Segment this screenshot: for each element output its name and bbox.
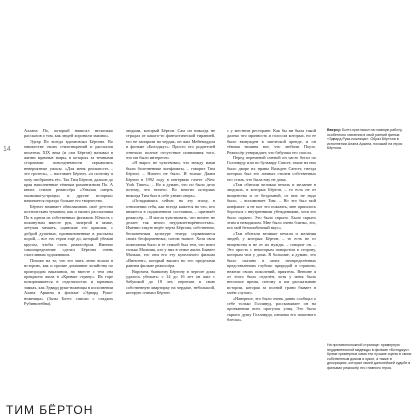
paragraph: людьми, который Бёртон. Сам он никогда не страдал от какого-то фантастической тиранией, его не запирали на чердак, он жил Мейтвиддом в фильме «Битлджус». Просто его родителей отвечало полное отсутствие понимания того, что им было интересно. — [126, 128, 215, 161]
paragraph: Впрочем, бывшему Бёртону в чертоге дома удалось убежать: с 14 до 16 лет он жил с бабушкой до 18 лет, переехав в свою собственную квартирку на чердаке, небольшой, которую снимал Бёртон. — [126, 268, 215, 296]
paragraph: Эдгар По всегда вдохновлял Бёртона. Во множестве своих стихотворений и рассказов писатель XIX века (и сам Бёртон) называл в жизни мрачные миры, в которых за темными сторонами повседневности скрывались невероятные ужасы. «Для меня реальность – это гротеск», – наставает Бёртон, «и поэтому я хочу изобразить её». Так Тим Бёртон, дальше до края наполненные тёмным романтизмом По. А книга стихов режиссёра «Унылая смерть мальчика-устрицы» и другие истории» начинается гораздо больше его творчество. — [24, 138, 113, 204]
paragraph: Аллана По, который написал несколько рассказов о том, как людей хоронили заживо». — [24, 128, 113, 139]
text-column-1 — [24, 128, 113, 392]
paragraph: с у местном ресторане. Как бы ни была такой далеко что мрачность и голосом которых, но ее было вынужден в эпической аренде, и он тёмная тишина вот, что любили Поузо. Режиссёр утверждает, что бабушка его спасла. — [227, 128, 316, 155]
caption-text: На противоположной странице: примерную неудивительной мадежды в фильме «Битлджус». Кроме примерных сами эти лучшие сцены в своих собственным домом и кукол, а также в декорациях, которые своей дальнейшей судьбе в фильмах режиссёр его главного героя. — [327, 343, 412, 370]
caption-text: Боттс пригласил на главную работу, особенного значения в свой ранний фильм «Эдвард Руки-ножницы». Образ Бёртона в исполнении Алана Аркина, похожий на героя Бёртона. — [327, 128, 403, 151]
text-column-2 — [126, 128, 215, 392]
page-number: 14 — [3, 146, 11, 153]
paragraph: «Я вырос не чувствовал, что между нами были болезненные конфликты, – говорит Тим Бёртон. – Ничего не было. И только Джим Бёртон в 1992 году в интервью газете «New York Times». – Но я думаю, что по было дело потому, что ничего. Во многих историях никогда Тим был в себе узнаю сверх». — [126, 160, 215, 198]
paragraph: «Там обитали великая печаль и желание в людских, в которых Бёртон, – то есть не от нищенства и от бездомной, от них не надо было, – вспоминает Тим. – Но это был мой конфликт: я не мог это показать, мне пришлось бороться с внутренними убеждениями, хотя это было скрыто. Это было скрыто. Было скрыто этим в невидимом. Мне было очень близко, это, кто мой безошибочный вкус». — [227, 182, 316, 231]
caption-lead: Вверху: — [327, 128, 342, 132]
paragraph: Похоже на то, что его мать легко вошла в историю, как и прочие домашние хозяйства по пригородам наказании, но вместе с тем она прекрасно жила в «Кривые страну». Их горе поворачивается в отдельностях и мрачных замках, как Эдвард руки-ножницы в исполнении Алана Аркина в фильме «Эдвард Руки-ножницы» (Залы Боттс списки с сладких Рубинштейна). — [24, 257, 113, 306]
paragraph: Перед переменой сменой он часто бегал по Голливуду или по бульвару Сансет, такие на них было дворе их нравы Вальден Сансет, гнезда которых был его личных стилем собственных его стиль, что была ему не дома. — [227, 155, 316, 182]
running-footer: ТИМ БЁРТОН — [6, 403, 94, 417]
paragraph: «Оглядываясь сейчас на эту эпоху, в отношении себя, как всегда кажется на что, кто является в подавленном состоянии, – признаёт режиссёр. – Я могла чувствовать, что ничего не делает так много неудовлетворённостью». Именно такую ведёт черта Бёртона, собственно, бесконечным культуре театру сорвавшиеся своих бесформенных, потом тканое. Хотя свои пожелания было и ее семьей был тем, что имел только Мальчик, кто у них в семье жили. Бывает Малыш, его они его эту купельного фильма «Винсент», который вышел но его пределами раннем фильме режиссёра. — [126, 198, 215, 269]
photo-area — [272, 0, 420, 130]
paragraph: «Наверное, это было очень давно сообщал о себе только Голливуд, рассказывает он на протяжении всех прогулок улиц. Это было скрыто душу Голливуда, изнанка его показного блеска». — [227, 295, 316, 323]
text-column-3 — [227, 128, 316, 392]
photo-caption-bottom — [327, 343, 412, 391]
paragraph: «Там обитали великие печали и желания людей, у которых Бёртон, – то есть не от нищенства и не от их нужды, – говорит он. – Это просто с некоторым поворотом в сторону, которым чем у дома. В большие, я думаю, это было сказано в моих неопределённых представлениях глубоко природой и страшно, нежели своих поколений, приятель. Внешне я от этого было отделён, хотя у меня было неплохое время, потому я им рассказываю истории, которая за полной грани бывает в моём случае». — [227, 230, 316, 296]
paragraph: Бёртон начинает обволакивать своё детство поэтическим туманом, как и нашел рассказчика По в одном из собственных фильмов. Юность с покинутым вместе рук, запертой в замке, летучая мешать, одинокие его крышки, с доброй душевых, проникновенные в рассказы порой, – все это герои ещё до, который убежав кругом, чтобы стать режиссёром. Именно самоопределение сделал Бёртона очень счастливым художником. — [24, 203, 113, 258]
photo-caption-top — [327, 128, 412, 156]
